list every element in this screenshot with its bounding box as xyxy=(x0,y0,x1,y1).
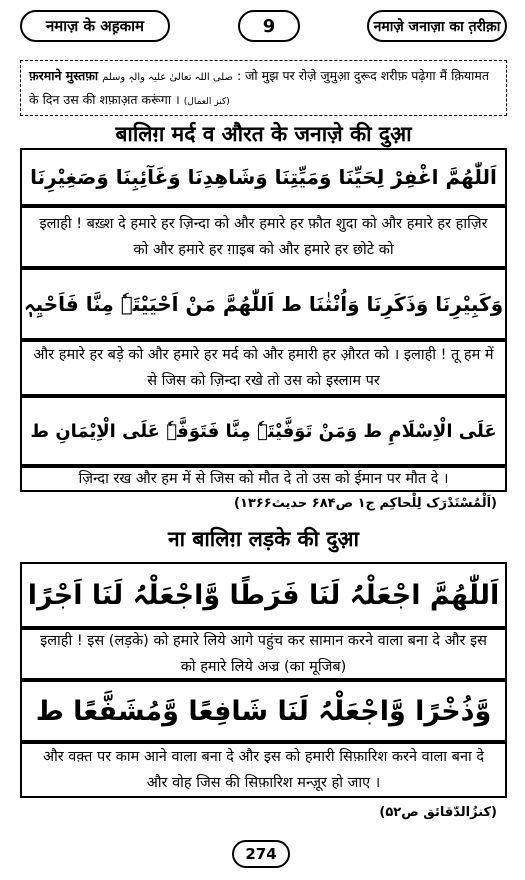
chapter-title-pill: नमाज़े जनाज़ा का त़रीक़ा xyxy=(367,10,507,42)
arabic-verse-2: وَکَبِیْرِنَا وَذَکَرِنَا وَاُنْثٰنَا ط اَللّٰھُمَّ مَنْ اَحْیَیْتَہٗ مِنَّا فَاَحْیِہٖ xyxy=(20,268,507,340)
source-reference-2: (کنزُالدّقائق ص۵۲) xyxy=(379,805,497,820)
source-reference-1: (اَلْمُسْتَدْرَک لِلْحاکِم ج۱ ص۶۸۴ حدیث۱۳۶۶) xyxy=(234,496,497,511)
translation-4: इलाही ! इस (लड़के) को हमारे लिये आगे पहुंच कर सामान करने वाला बना दे और इस को हमारे लिये अज्र (का मूजिब) xyxy=(20,628,507,680)
translation-2: और हमारे हर बड़े को और हमारे हर मर्द को और हमारी हर औ़रत को । इलाही ! तू हम में से जिस को ज़िन्दा रखे तो उस को इस्लाम पर xyxy=(20,340,507,396)
translation-3: ज़िन्दा रख और हम में से जिस को मौत दे तो उस को ईमान पर मौत दे । xyxy=(20,466,507,492)
arabic-verse-3: عَلَی الْاِسْلَامِ ط وَمَنْ تَوَفَّیْتَہٗ مِنَّا فَتَوَفَّہٗ عَلَی الْاِیْمَانِ ط xyxy=(20,396,507,466)
translation-5: और वक़्त पर काम आने वाला बना दे और इस को हमारी सिफ़ारिश करने वाला बना दे और वोह जिस की सिफ़ारिश मन्ज़ूर हो जाए । xyxy=(20,742,507,798)
notice-text: : जो मुझ पर रोज़े जुमुआ़ दुरूद शरीफ़ पढ़ेगा मैं क़ियामत के दिन उस की शफ़ाअ़त करूंगा । xyxy=(29,68,490,107)
arabic-verse-1: اَللّٰھُمَّ اغْفِرْ لِحَیِّنَا وَمَیِّتِنَا وَشَاھِدِنَا وَغَآئِبِنَا وَصَغِیْرِنَا xyxy=(20,148,507,206)
hadith-notice xyxy=(20,60,507,116)
section-heading-boy: ना बालिग़ लड़के की दुआ़ xyxy=(167,527,360,551)
section-heading-adult: बालिग़ मर्द व औरत के जनाज़े की दुआ़ xyxy=(115,122,412,146)
book-title-pill: नमाज़ के अह़काम xyxy=(20,10,170,42)
notice-lead: फ़रमाने मुस्तफ़ा xyxy=(29,68,99,83)
arabic-verse-4: اَللّٰھُمَّ اجْعَلْہُ لَنَا فَرَطًا وَّاجْعَلْہُ لَنَا اَجْرًا xyxy=(20,562,507,628)
notice-blessing: صلی اللہ تعالیٰ علیہ والہٖ وسلم xyxy=(102,72,233,83)
chapter-page-number: 9 xyxy=(238,10,300,42)
footer-page-number: 274 xyxy=(232,840,290,868)
arabic-verse-5: وَّذُخْرًا وَّاجْعَلْہُ لَنَا شَافِعًا وَّمُشَفَّعًا ط xyxy=(20,680,507,742)
notice-reference: (کنز العمال) xyxy=(183,97,230,107)
translation-1: इलाही ! बख़्श दे हमारे हर ज़िन्दा को और हमारे हर फ़ौत शुदा को और हमारे हर हाज़िर को और हमारे हर ग़ाइब को और हमारे हर छोटे को xyxy=(20,206,507,268)
page-header xyxy=(20,10,507,46)
